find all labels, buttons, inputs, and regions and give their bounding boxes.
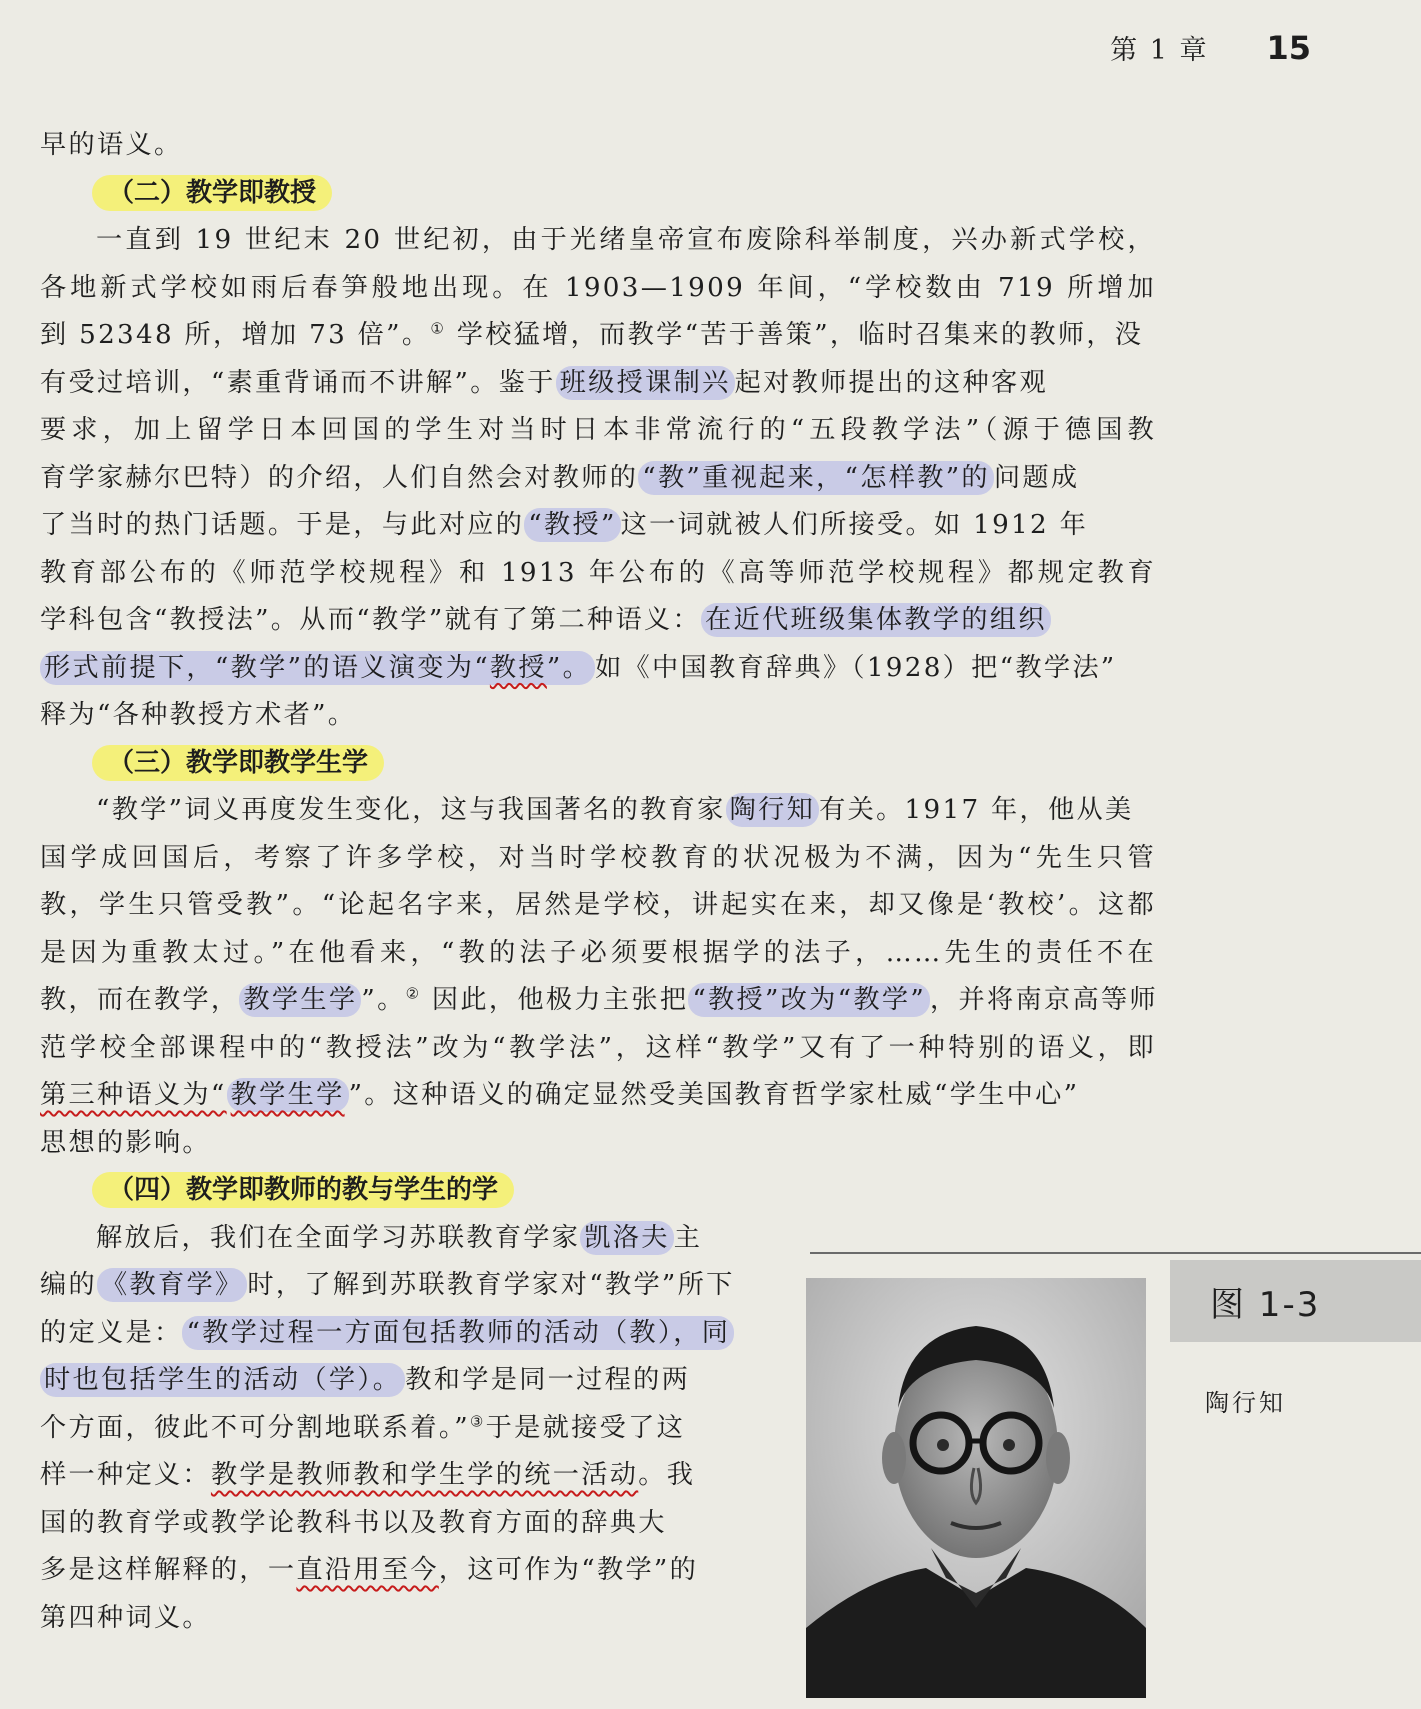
text: 起对教师提出的这种客观: [734, 367, 1048, 398]
paragraph-line: [40, 217, 1156, 265]
paragraph-line: [40, 692, 1156, 740]
highlight-blue: 时也包括学生的活动（学）。: [40, 1363, 405, 1397]
text: 主: [673, 1222, 703, 1253]
portrait-photo: [806, 1278, 1146, 1698]
text: ，这可作为“教学”的: [438, 1555, 699, 1585]
text: 教，学生只管受教”。“论起名字来，居然是学校，讲起实在来，却又像是‘教校’。这都: [40, 890, 1156, 920]
text: 。我: [638, 1460, 696, 1490]
section-heading-3: [40, 740, 1156, 788]
paragraph-line: [40, 597, 1156, 645]
text: 教，而在教学，: [40, 985, 240, 1015]
text: 教和学是同一过程的两: [405, 1365, 691, 1395]
paragraph-line: [40, 1310, 775, 1358]
paragraph-line: [40, 1452, 775, 1500]
text: 第四种词义。: [40, 1602, 211, 1633]
paragraph-line: [40, 1262, 775, 1310]
paragraph-line: [40, 882, 1156, 930]
text: 样一种定义：: [40, 1460, 211, 1490]
highlight-blue: 陶行知: [726, 793, 819, 827]
highlight-blue: “教”重视起来，“怎样教”的: [638, 461, 994, 495]
text: 范学校全部课程中的“教授法”改为“教学法”，这样“教学”又有了一种特别的语义，即: [40, 1032, 1156, 1063]
text: 问题成: [993, 462, 1080, 493]
red-underline: 直沿用至今: [296, 1555, 439, 1585]
text: 时，了解到苏联教育学家对“教学”所下: [247, 1270, 735, 1300]
page-number: 15: [1266, 29, 1311, 67]
text: 育学家赫尔巴特）的介绍，人们自然会对教师的: [40, 462, 639, 493]
text: 如《中国教育辞典》（1928）把“教学法”: [595, 652, 1117, 683]
highlight-blue: 《教育学》: [97, 1268, 247, 1302]
highlight-blue: [40, 651, 595, 685]
text: 解放后，我们在全面学习苏联教育学家: [96, 1222, 581, 1253]
highlight-blue: 在近代班级集体教学的组织: [701, 603, 1051, 637]
text: 国学成回国后，考察了许多学校，对当时学校教育的状况极为不满，因为“先生只管: [40, 842, 1156, 873]
text: 了当时的热门话题。于是，与此对应的: [40, 510, 525, 540]
paragraph-line: [40, 787, 1156, 835]
text: “教学”词义再度发生变化，这与我国著名的教育家: [96, 795, 726, 825]
text: 多是这样解释的，一: [40, 1555, 297, 1585]
section-heading-2: [40, 170, 1156, 218]
running-head: [1110, 28, 1311, 68]
text: ”。: [361, 985, 406, 1015]
red-underline: 教授: [489, 652, 547, 683]
text: 一直到 19 世纪末 20 世纪初，由于光绪皇帝宣布废除科举制度，兴办新式学校，: [96, 225, 1156, 255]
text: 因此，他极力主张把: [421, 985, 689, 1015]
text: 的定义是：: [40, 1317, 183, 1348]
text: 各地新式学校如雨后春笋般地出现。在 1903—1909 年间，“学校数由 719 所增加: [40, 272, 1156, 303]
paragraph-line: [40, 835, 1156, 883]
text: 有关。1917 年，他从美: [819, 795, 1134, 825]
paragraph-line: [40, 1215, 775, 1263]
paragraph-line: [40, 1405, 775, 1453]
paragraph-line: [40, 1547, 775, 1595]
paragraph-line: [40, 407, 1156, 455]
text: 教育部公布的《师范学校规程》和 1913 年公布的《高等师范学校规程》都规定教育: [40, 557, 1156, 588]
chapter-label: 第 1 章: [1110, 35, 1209, 66]
text: 有受过培训，“素重背诵而不讲解”。鉴于: [40, 367, 556, 398]
text: 到 52348 所，增加 73 倍”。: [40, 320, 431, 350]
paragraph-line: [40, 502, 1156, 550]
paragraph-line: [40, 1072, 1156, 1120]
paragraph-line: [40, 930, 1156, 978]
text: 早的语义。: [40, 130, 183, 160]
text: 这一词就被人们所接受。如 1912 年: [620, 510, 1089, 540]
paragraph-line: [40, 1357, 775, 1405]
heading-highlight: （二）教学即教授: [92, 175, 332, 211]
highlight-blue: 班级授课制兴: [556, 366, 735, 400]
text: ”。: [546, 652, 592, 683]
paragraph-line: [40, 122, 1156, 170]
text: ”。这种语义的确定显然受美国教育哲学家杜威“学生中心”: [348, 1080, 1080, 1110]
text: 于是就接受了这: [485, 1412, 686, 1443]
paragraph-line: [40, 265, 1156, 313]
footnote-ref: ②: [405, 984, 422, 1003]
paragraph-line: [40, 312, 1156, 360]
text: 学科包含“教授法”。从而“教学”就有了第二种语义：: [40, 605, 701, 635]
figure-rule: [810, 1252, 1421, 1254]
highlight-blue: “教学过程一方面包括教师的活动（教），同: [182, 1316, 734, 1350]
paragraph-line: [40, 1595, 775, 1643]
paragraph-line: [40, 1120, 1156, 1168]
paragraph-line: [40, 360, 1156, 408]
paragraph-line: [40, 455, 1156, 503]
highlight-blue: 教学生学: [239, 983, 361, 1017]
red-underline: [40, 1078, 349, 1112]
section-heading-4: [40, 1167, 1156, 1215]
heading-highlight: （四）教学即教师的教与学生的学: [92, 1172, 514, 1208]
text: 编的: [40, 1270, 97, 1300]
highlight-blue: 教学生学: [227, 1078, 349, 1112]
highlight-blue: “教授”改为“教学”: [688, 983, 930, 1017]
paragraph-line: [40, 977, 1156, 1025]
footnote-ref: ①: [430, 319, 447, 338]
text: 是因为重教太过。”在他看来，“教的法子必须要根据学的法子，……先生的责任不在: [40, 937, 1156, 968]
text: 思想的影响。: [40, 1127, 211, 1158]
text: 释为“各种教授方术者”。: [40, 700, 357, 730]
heading-highlight: （三）教学即教学生学: [92, 745, 384, 781]
paragraph-line: [40, 1500, 775, 1548]
paragraph-line: [40, 645, 1156, 693]
text: 个方面，彼此不可分割地联系着。”: [40, 1412, 470, 1443]
text: ，并将南京高等师: [930, 985, 1158, 1015]
highlight-blue: 凯洛夫: [580, 1221, 673, 1255]
text: 学校猛增，而教学“苦于善策”，临时召集来的教师，没: [446, 320, 1144, 350]
figure-label: 图 1-3: [1170, 1260, 1421, 1342]
paragraph-line: [40, 550, 1156, 598]
text-column-beside-figure: [40, 1215, 775, 1643]
text: 第三种语义为“: [40, 1080, 227, 1110]
paragraph-line: [40, 1025, 1156, 1073]
footnote-ref: ③: [469, 1411, 486, 1430]
highlight-blue: “教授”: [524, 508, 620, 542]
text: 国的教育学或教学论教科书以及教育方面的辞典大: [40, 1507, 667, 1538]
figure-caption: 陶行知: [1205, 1389, 1286, 1417]
text: 形式前提下，“教学”的语义演变为“: [44, 652, 490, 683]
red-underline: 教学是教师教和学生学的统一活动: [210, 1460, 639, 1490]
text: 要求，加上留学日本回国的学生对当时日本非常流行的“五段教学法”（源于德国教: [40, 415, 1156, 445]
portrait-illustration: [806, 1278, 1146, 1698]
